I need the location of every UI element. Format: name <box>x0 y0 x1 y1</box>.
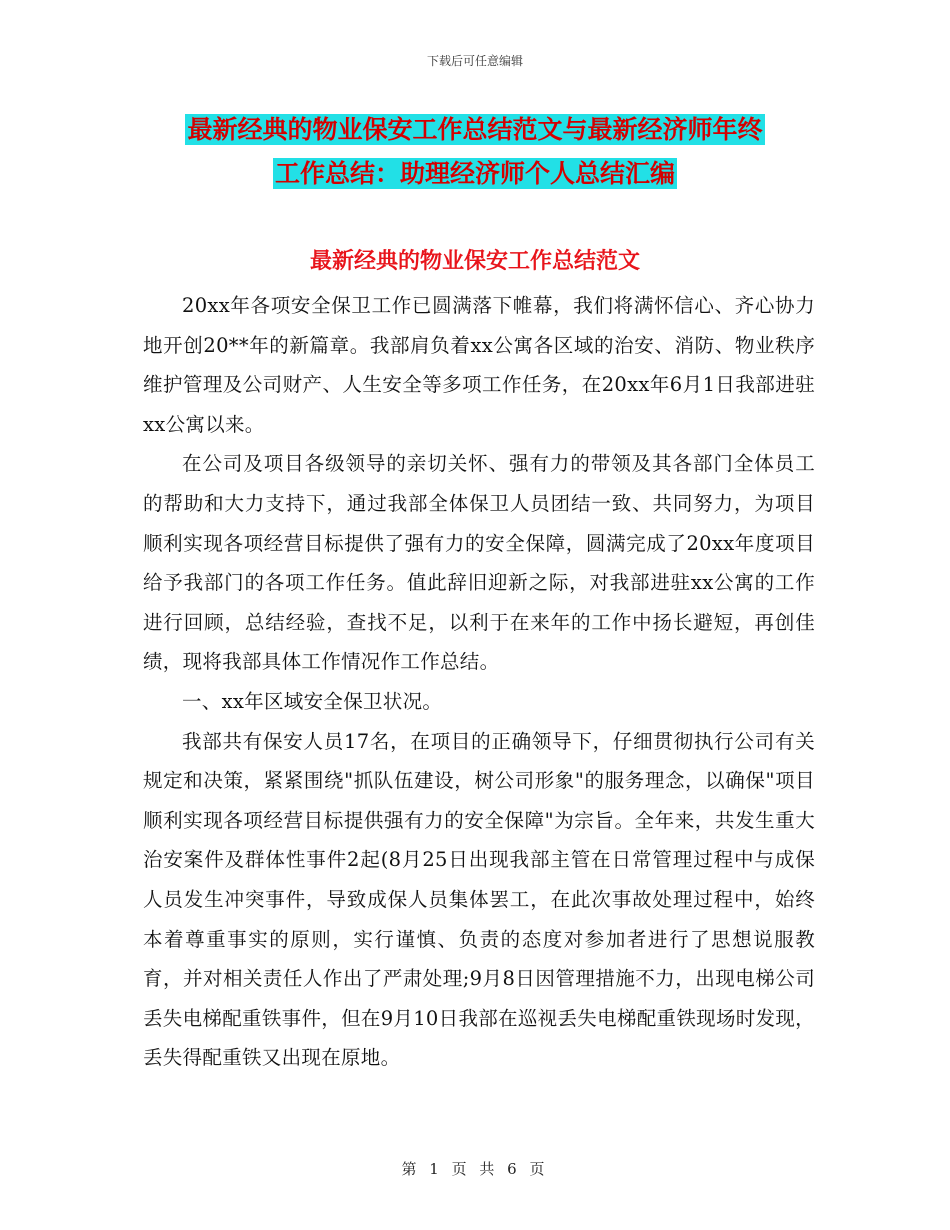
header-note: 下载后可任意编辑 <box>426 54 523 68</box>
paragraph-support: 在公司及项目各级领导的亲切关怀、强有力的带领及其各部门全体员工的帮助和大力支持下，通过我部全体保卫人员团结一致、共同努力，为项目顺利实现各项经营目标提供了强有力的安全保障，圆满完成了20xx年度项目给予我部门的各项工作任务。值此辞旧迎新之际，对我部进驻xx公寓的工作进行回顾，总结经验，查找不足，以利于在来年的工作中扬长避短，再创佳绩，现将我部具体工作情况作工作总结。 <box>143 452 815 674</box>
title-highlight-1: 最新经典的物业保安工作总结范文与最新经济师年终 <box>187 115 763 144</box>
paragraph-staff: 我部共有保安人员17名，在项目的正确领导下，仔细贯彻执行公司有关规定和决策，紧紧围绕"抓队伍建设，树公司形象"的服务理念，以确保"项目顺利实现各项经营目标提供强有力的安全保障"为宗旨。全年来，共发生重大治安案件及群体性事件2起(8月25日出现我部主管在日常管理过程中与成保人员发生冲突事件，导致成保人员集体罢工，在此次事故处理过程中，始终本着尊重事实的原则，实行谨慎、负责的态度对参加者进行了思想说服教育，并对相关责任人作出了严肃处理;9月8日因管理措施不力，出现电梯公司丢失电梯配重铁事件，但在9月10日我部在巡视丢失电梯配重铁现场时发现，丢失得配重铁又出现在原地。 <box>143 729 815 1070</box>
paragraph-heading-1: 一、xx年区域安全保卫状况。 <box>182 689 443 713</box>
page-footer: 第 1 页 共 6 页 <box>401 1160 549 1178</box>
body-text <box>143 286 815 1078</box>
document-title-line-1 <box>145 108 805 152</box>
title-highlight-2: 工作总结：助理经济师个人总结汇编 <box>274 159 675 188</box>
paragraph-intro: 20xx年各项安全保卫工作已圆满落下帷幕，我们将满怀信心、齐心协力地开创20**年的新篇章。我部肩负着xx公寓各区域的治安、消防、物业秩序维护管理及公司财产、人生安全等多项工作任务，在20xx年6月1日我部进驻xx公寓以来。 <box>143 294 815 436</box>
section-title: 最新经典的物业保安工作总结范文 <box>309 249 640 274</box>
document-title-line-2 <box>145 152 805 196</box>
